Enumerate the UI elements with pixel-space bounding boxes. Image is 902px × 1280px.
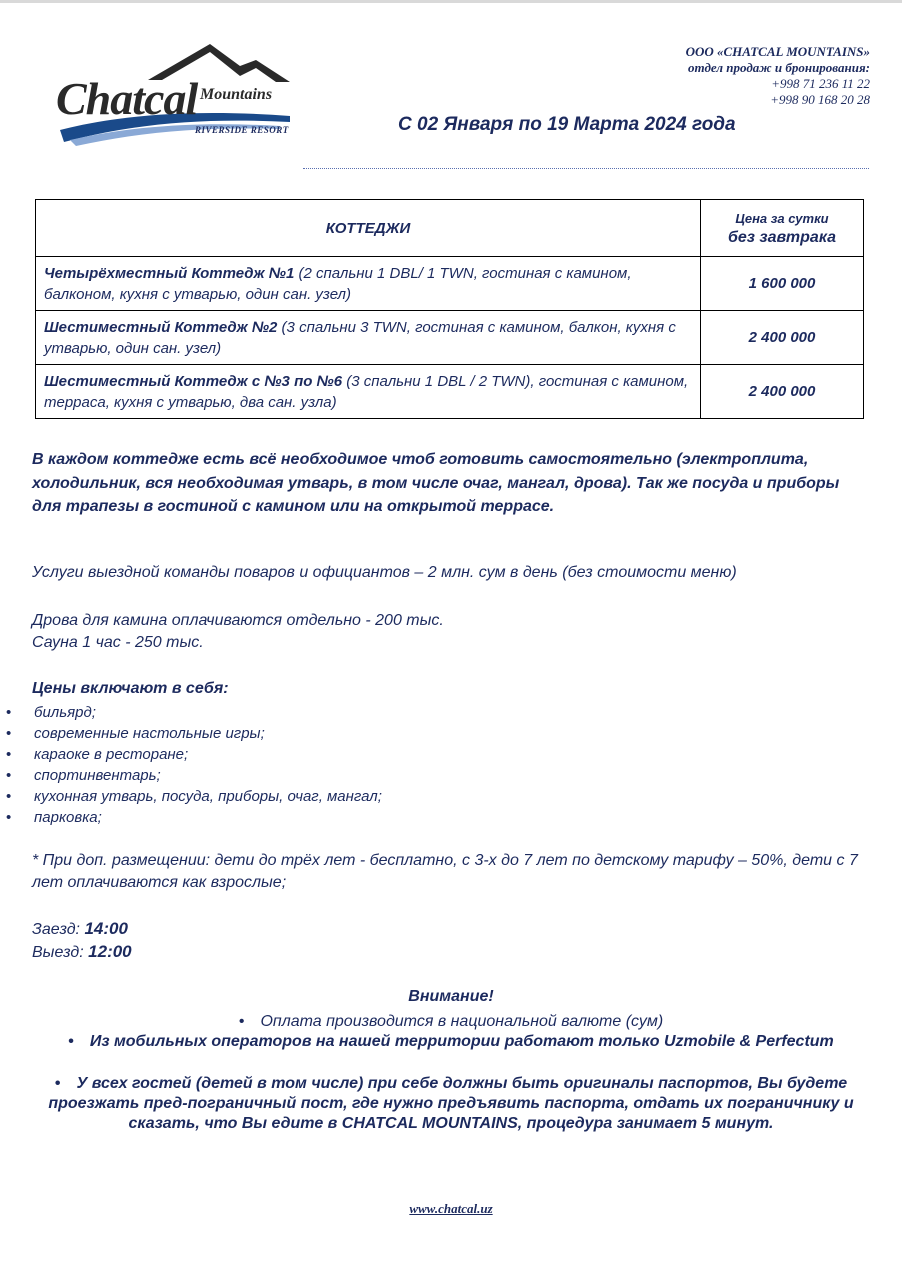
- table-row: [36, 365, 864, 419]
- attention-item-passport: [0, 1074, 902, 1134]
- cottage-details: (3 спальни 3 TWN, гостиная с камином, балкон, кухня с утварью, один сан. узел): [44, 318, 676, 357]
- amenities-paragraph: В каждом коттедже есть всё необходимое чтоб готовить самостоятельно (электроплита, холодильник, вся необходимая утварь, в том числе очаг, мангал, дрова). Так же посуда и приборы для трапезы в гостиной с камином или на открытой террасе.: [32, 451, 840, 515]
- phone-2: +998 90 168 20 28: [770, 92, 870, 107]
- checkin-line: [32, 918, 132, 941]
- attention-item-payment: [0, 1012, 902, 1032]
- price-table: [35, 199, 864, 419]
- sales-dept: отдел продаж и бронирования:: [688, 60, 870, 75]
- website-link[interactable]: www.chatcal.uz: [409, 1201, 493, 1216]
- header-price-line2: без завтрака: [727, 229, 837, 246]
- firewood-price: Дрова для камина оплачиваются отдельно - 200 тыс.: [32, 612, 444, 629]
- dotted-divider: [303, 168, 869, 169]
- attention-text: Из мобильных операторов на нашей территории работают только Uzmobile & Perfectum: [89, 1033, 834, 1050]
- cottage-description: [36, 257, 701, 311]
- checkout-line: [32, 941, 132, 964]
- validity-period: С 02 Января по 19 Марта 2024 года: [398, 114, 736, 135]
- includes-title: Цены включают в себя:: [32, 680, 229, 697]
- header-price-line1: Цена за сутки: [735, 211, 829, 226]
- cottage-description: [36, 311, 701, 365]
- cottage-description: [36, 365, 701, 419]
- list-item: • современные настольные игры;: [34, 723, 382, 744]
- cottage-price: 2 400 000: [701, 365, 864, 419]
- attention-item-mobile: [0, 1032, 902, 1052]
- list-item: • кухонная утварь, посуда, приборы, очаг, мангал;: [34, 786, 382, 807]
- header-cottages: КОТТЕДЖИ: [36, 200, 701, 257]
- top-border: [0, 0, 902, 3]
- list-item: • парковка;: [34, 807, 382, 828]
- contact-block: [686, 44, 870, 108]
- table-header-row: [36, 200, 864, 257]
- cottage-name: Четырёхместный Коттедж №1: [44, 264, 295, 282]
- attention-text: У всех гостей (детей в том числе) при себе должны быть оригиналы паспортов, Вы будете проезжать пред-пограничный пост, где нужно предъявить паспорта, отдать их пограничнику и сказать, что Вы едите в CHATCAL MOUNTAINS, процедура занимает 5 минут.: [48, 1075, 854, 1132]
- logo-wordmark: Chatcal: [56, 73, 198, 124]
- checkout-time: 12:00: [88, 942, 132, 961]
- bullet-icon: •: [68, 1033, 74, 1050]
- attention-text: Оплата производится в национальной валюте (сум): [260, 1013, 664, 1030]
- checkin-checkout: [32, 918, 132, 964]
- cottage-name: Шестиместный Коттедж №2: [44, 318, 278, 336]
- extra-bed-note: * При доп. размещении: дети до трёх лет - бесплатно, с 3-х до 7 лет по детскому тарифу – 50%, дети с 7 лет оплачиваются как взрослые;: [32, 852, 858, 891]
- cottage-details: (3 спальни 1 DBL / 2 TWN), гостиная с камином, терраса, кухня с утварью, два сан. узла): [44, 372, 689, 411]
- table-row: [36, 257, 864, 311]
- bullet-icon: •: [54, 1075, 61, 1092]
- checkout-label: Выезд:: [32, 944, 89, 961]
- list-item: • спортинвентарь;: [34, 765, 382, 786]
- logo-subtitle: RIVERSIDE RESORT: [195, 125, 289, 135]
- logo-wordmark-2: Mountains: [200, 86, 273, 103]
- cottage-price: 1 600 000: [701, 257, 864, 311]
- company-name: ООО «CHATCAL MOUNTAINS»: [685, 44, 870, 59]
- includes-list: [0, 702, 382, 828]
- phone-1: +998 71 236 11 22: [771, 76, 870, 91]
- cottage-name: Шестиместный Коттедж с №3 по №6: [44, 372, 343, 390]
- table-row: [36, 311, 864, 365]
- chatcal-logo: [50, 38, 300, 150]
- cottage-details: (2 спальни 1 DBL/ 1 TWN, гостиная с камином, балконом, кухня с утварью, один сан. узел): [44, 264, 632, 303]
- cottage-price: 2 400 000: [701, 311, 864, 365]
- list-item: • караоке в ресторане;: [34, 744, 382, 765]
- header-price: [701, 200, 864, 257]
- attention-title: Внимание!: [408, 988, 494, 1005]
- checkin-label: Заезд:: [32, 921, 85, 938]
- catering-paragraph: Услуги выездной команды поваров и официантов – 2 млн. сум в день (без стоимости меню): [32, 564, 737, 581]
- checkin-time: 14:00: [84, 919, 128, 938]
- sauna-price: Сауна 1 час - 250 тыс.: [32, 634, 204, 651]
- list-item: • бильярд;: [34, 702, 382, 723]
- extras-paragraph: [32, 610, 444, 654]
- bullet-icon: •: [238, 1013, 245, 1030]
